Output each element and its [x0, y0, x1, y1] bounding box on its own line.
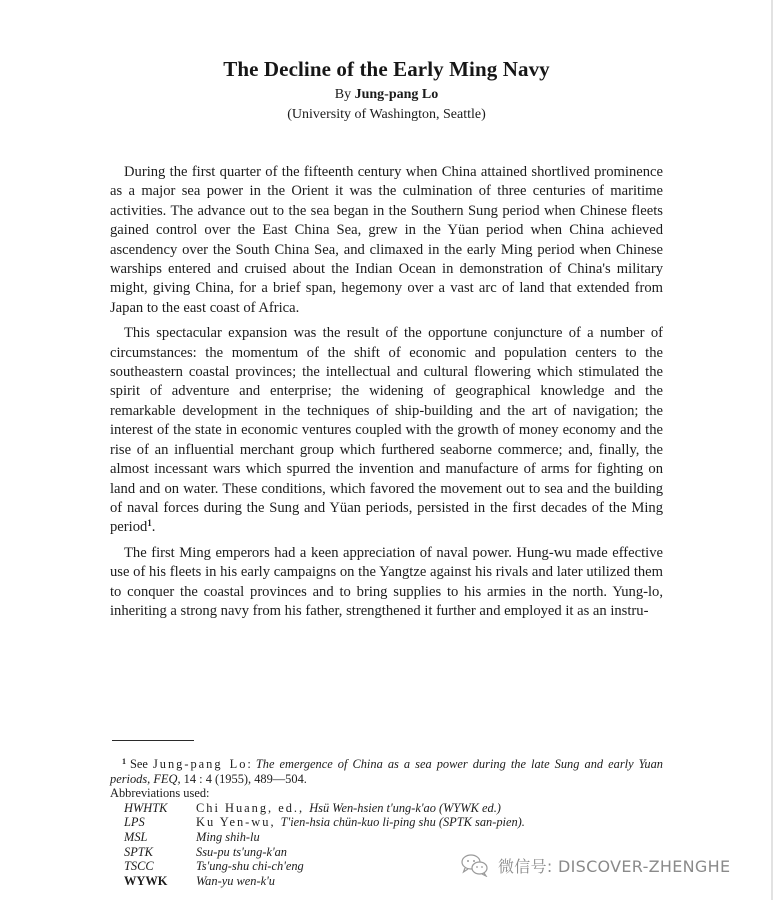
footnote-1-citation: 14 : 4 (1955), 489—504.	[180, 771, 307, 786]
article-title: The Decline of the Early Ming Navy	[223, 57, 550, 81]
abbreviation-key: TSCC	[124, 859, 154, 874]
abbreviation-key: HWHTK	[124, 800, 168, 815]
wechat-icon	[460, 853, 490, 877]
abbreviation-value	[196, 801, 663, 816]
abbreviation-author: Chi Huang, ed.,	[196, 800, 310, 815]
footnote-1-see: See	[130, 757, 153, 771]
abbreviation-key: SPTK	[124, 844, 153, 859]
footnote-1-title: The emergence of China as a sea power during the late Sung and early Yuan periods, FEQ,	[110, 757, 663, 786]
paragraph-2-end: .	[151, 519, 156, 536]
abbreviation-work: Ssu-pu ts'ung-k'an	[196, 844, 287, 859]
abbreviation-work: Ming shih-lu	[196, 829, 260, 844]
paragraph-1: During the first quarter of the fifteenth century when China attained shortlived prominence as a major sea power in the Orient it was the culmination of three centuries of maritime activities. The advance out to the sea began in the Southern Sung period when Chinese fleets gained control over the East China Sea, grew in the Yüan period when China achieved ascendency over the South China Sea, and climaxed in the early Ming period when Chinese warships entered and cruised about the Indian Ocean in demonstration of China's military might, giving China, for a brief span, hegemony over a vast arc of land that extended from Japan to the east coast of Africa.	[110, 164, 663, 316]
abbreviation-value	[196, 815, 663, 830]
footnote-1-colon: :	[247, 757, 256, 771]
abbreviation-key: WYWK	[124, 873, 168, 888]
article-byline	[110, 86, 663, 104]
abbreviation-row	[110, 801, 663, 816]
paragraph-3: The first Ming emperors had a keen appreciation of naval power. Hung-wu made effective use of his fleets in his early campaigns on the Yangtze against his rivals and later utilized them to conquer the coastal provinces and to bring supplies to his armies in the north. Yung-lo, inheriting a strong navy from his father, strengthened it further and employed it as an instru-	[110, 544, 663, 619]
paragraph-2	[110, 324, 663, 537]
abbreviation-row	[110, 830, 663, 845]
footnote-separator	[112, 740, 194, 741]
author-name: Jung-pang Lo	[354, 87, 439, 102]
abbreviations-heading: Abbreviations used:	[110, 786, 210, 801]
footnote-ref-1[interactable]: 1	[147, 518, 152, 529]
author-affiliation: (University of Washington, Seattle)	[287, 107, 486, 122]
watermark-text: 微信号: DISCOVER-ZHENGHE	[498, 856, 731, 876]
abbreviation-row	[110, 815, 663, 830]
abbreviation-key: MSL	[124, 829, 148, 844]
footnote-1	[110, 757, 663, 786]
wechat-watermark	[460, 852, 730, 878]
paragraph-2-text: This spectacular expansion was the result of the opportune conjuncture of a number of circumstances: the momentum of the shift of economic and population centers to the southeastern coastal provinces; the intellectual and cultural flowering which stimulated the spirit of adventure and enterprise; the widening of geographical knowledge and the remarkable development in the techniques of ship-building and the art of navigation; the interest of the state in economic ventures coupled with the growth of money economy and the rise of an influential merchant group which furthered seaborne commerce; and, finally, the almost incessant wars which spurred the invention and manufacture of arms for fighting on land and on water. These conditions, which favored the movement out to sea and the building of naval forces during the Sung and Yüan periods, persisted in the first decades of the Ming period	[110, 325, 663, 536]
abbreviation-author: Ku Yen-wu,	[196, 815, 281, 830]
abbreviation-work: Ts'ung-shu chi-ch'eng	[196, 859, 304, 874]
abbreviation-key: LPS	[124, 815, 145, 830]
footnote-1-marker: 1	[122, 757, 126, 766]
abbreviation-work: Hsü Wen-hsien t'ung-k'ao (WYWK ed.)	[309, 800, 501, 815]
footnote-1-author: Jung-pang Lo	[152, 757, 248, 771]
article-body	[110, 163, 663, 627]
abbreviation-work: T'ien-hsia chün-kuo li-ping shu (SPTK san-pien).	[280, 815, 525, 830]
abbreviation-work: Wan-yu wen-k'u	[196, 873, 275, 888]
byline-prefix: By	[334, 87, 355, 102]
